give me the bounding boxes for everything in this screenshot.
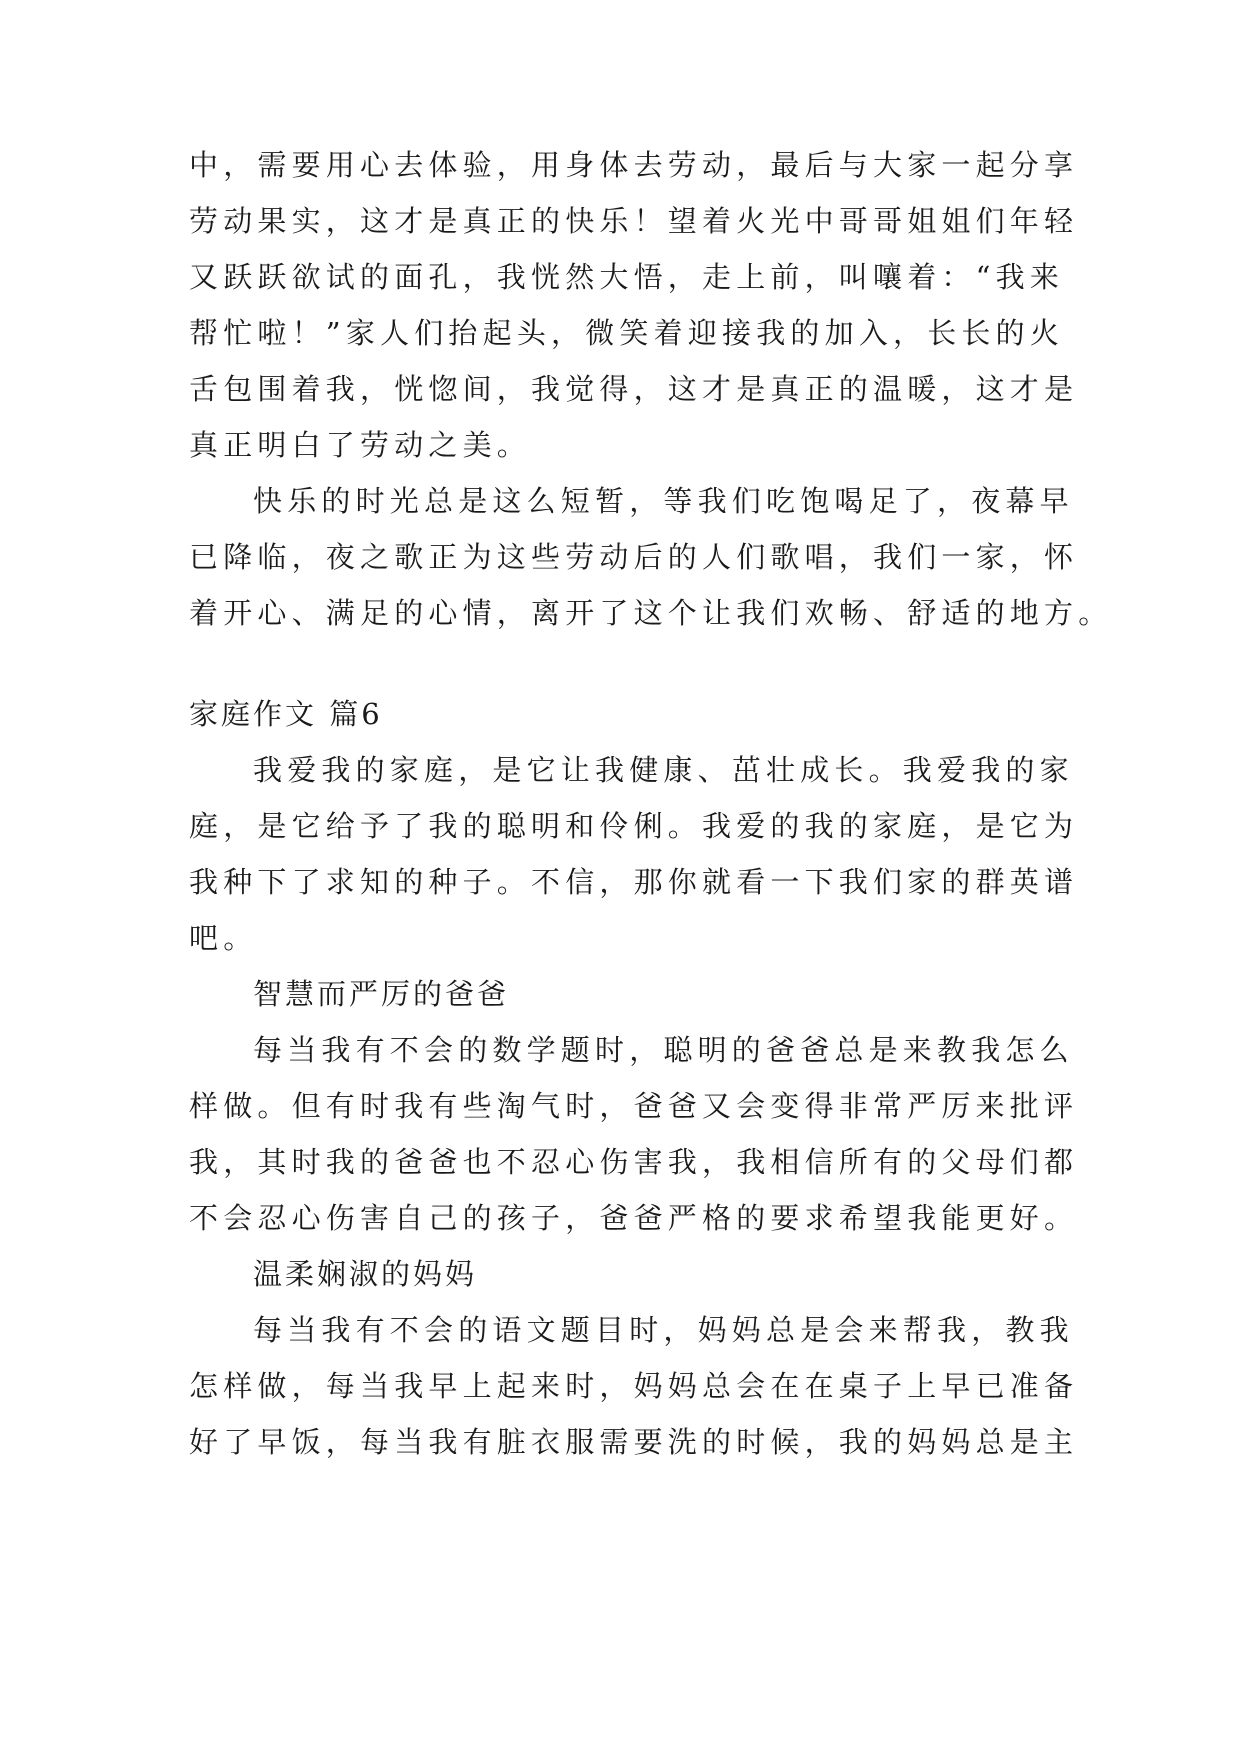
paragraph-line: 庭，是它给予了我的聪明和伶俐。我爱的我的家庭，是它为 [189, 809, 1079, 843]
paragraph-line: 我，其时我的爸爸也不忍心伤害我，我相信所有的父母们都 [189, 1145, 1079, 1179]
subheading-mother: 温柔娴淑的妈妈 [253, 1257, 478, 1291]
paragraph-line: 快乐的时光总是这么短暂，等我们吃饱喝足了，夜幕早 [253, 484, 1074, 518]
paragraph-line: 帮忙啦！”家人们抬起头，微笑着迎接我的加入，长长的火 [189, 316, 1065, 350]
paragraph-line: 怎样做，每当我早上起来时，妈妈总会在在桌子上早已准备 [189, 1369, 1079, 1403]
paragraph-line: 样做。但有时我有些淘气时，爸爸又会变得非常严厉来批评 [189, 1089, 1079, 1123]
paragraph-line: 吧。 [189, 921, 258, 955]
paragraph-line: 真正明白了劳动之美。 [189, 428, 532, 462]
paragraph-line: 每当我有不会的数学题时，聪明的爸爸总是来教我怎么 [253, 1033, 1074, 1067]
paragraph-line: 每当我有不会的语文题目时，妈妈总是会来帮我，教我 [253, 1313, 1074, 1347]
paragraph-line: 不会忍心伤害自己的孩子，爸爸严格的要求希望我能更好。 [189, 1201, 1079, 1235]
section-title: 家庭作文 篇6 [189, 697, 383, 731]
paragraph-line: 已降临，夜之歌正为这些劳动后的人们歌唱，我们一家，怀 [189, 540, 1079, 574]
paragraph-line: 劳动果实，这才是真正的快乐！望着火光中哥哥姐姐们年轻 [189, 204, 1079, 238]
subheading-father: 智慧而严厉的爸爸 [253, 977, 510, 1011]
paragraph-line: 着开心、满足的心情，离开了这个让我们欢畅、舒适的地方。 [189, 596, 1113, 630]
paragraph-line: 又跃跃欲试的面孔，我恍然大悟，走上前，叫嚷着：“我来 [189, 260, 1065, 294]
paragraph-line: 我种下了求知的种子。不信，那你就看一下我们家的群英谱 [189, 865, 1079, 899]
paragraph-line: 我爱我的家庭，是它让我健康、茁壮成长。我爱我的家 [253, 753, 1074, 787]
paragraph-line: 好了早饭，每当我有脏衣服需要洗的时候，我的妈妈总是主 [189, 1425, 1079, 1459]
paragraph-line: 舌包围着我，恍惚间，我觉得，这才是真正的温暖，这才是 [189, 372, 1079, 406]
paragraph-line: 中，需要用心去体验，用身体去劳动，最后与大家一起分享 [189, 148, 1079, 182]
